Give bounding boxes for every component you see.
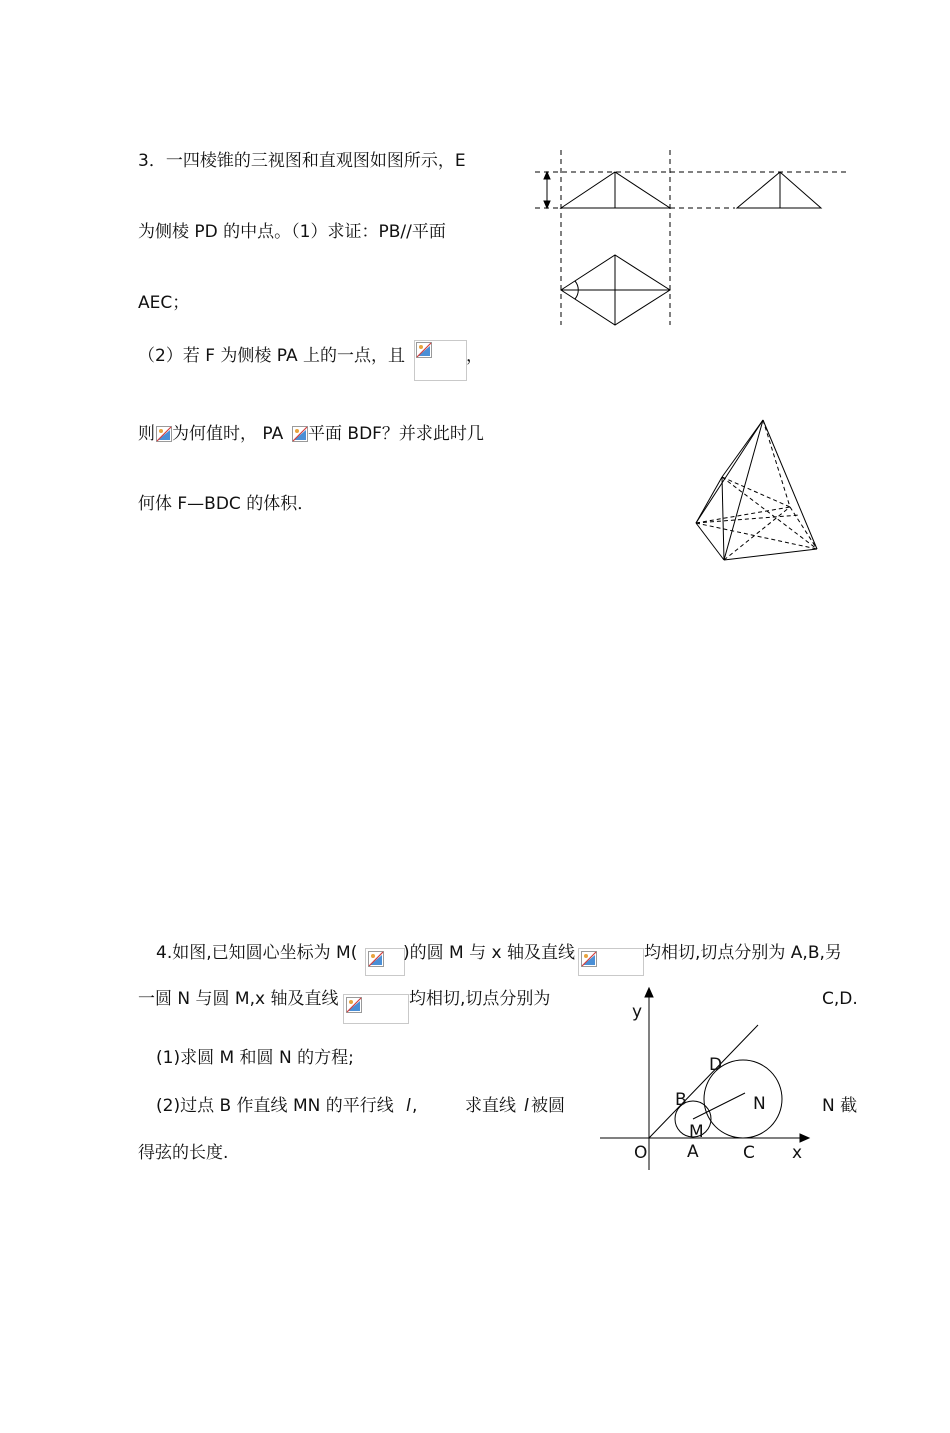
p4-line4-end: 被圆 [531,1096,565,1116]
p3-line5-start: 则 [138,424,155,444]
label-y: y [632,1002,643,1022]
p3-line1: 3．一四棱锥的三视图和直观图如图所示，E [138,151,466,171]
p4-line2-start: 一圆 N 与圆 M,x 轴及直线 [138,989,339,1009]
p3-line3: AEC； [138,293,190,313]
p3-line5-end: 平面 BDF？并求此时几 [308,424,484,444]
p4-line4-l1: l [406,1096,411,1116]
broken-image-icon [292,426,308,442]
p4-line4-start: (2)过点 B 作直线 MN 的平行线 [156,1096,394,1116]
p4-line1-start: 4.如图,已知圆心坐标为 M( [156,943,358,963]
label-A: A [687,1142,699,1162]
p3-line2: 为侧棱 PD 的中点。（1）求证：PB//平面 [138,222,446,242]
pyramid-figure [690,415,825,565]
circles-figure [595,985,820,1175]
label-B: B [675,1090,687,1110]
p3-line6: 何体 F—BDC 的体积． [138,494,315,514]
label-M: M [689,1122,704,1142]
p4-line1-end: 均相切,切点分别为 A,B,另 [644,943,842,963]
broken-image-icon [416,342,432,358]
p4-line4-mid: 求直线 [465,1096,516,1116]
broken-image-icon [368,951,384,967]
p4-line4-l2: l [524,1096,529,1116]
p4-line1-mid: )的圆 M 与 x 轴及直线 [403,943,575,963]
p3-line4-start: （2）若 F 为侧棱 PA 上的一点，且 [138,346,406,366]
p4-line2-mid: 均相切,切点分别为 [409,989,551,1009]
p3-line5-mid: 为何值时， PA [172,424,284,444]
p4-line3: (1)求圆 M 和圆 N 的方程; [156,1048,354,1068]
broken-image-icon [156,426,172,442]
label-C: C [743,1143,755,1163]
label-D: D [709,1055,723,1075]
label-N: N [753,1094,766,1114]
p4-line4-tail: N 截 [822,1096,858,1116]
broken-image-icon [346,997,362,1013]
p3-line4-end: ， [466,346,483,366]
broken-image-icon [581,951,597,967]
label-O: O [634,1143,648,1163]
p4-line2-end: C,D. [822,989,858,1009]
three-view-drawing [525,145,855,330]
label-x: x [792,1143,803,1163]
p4-line5: 得弦的长度. [138,1143,229,1163]
p4-line4-comma: , [412,1096,418,1116]
